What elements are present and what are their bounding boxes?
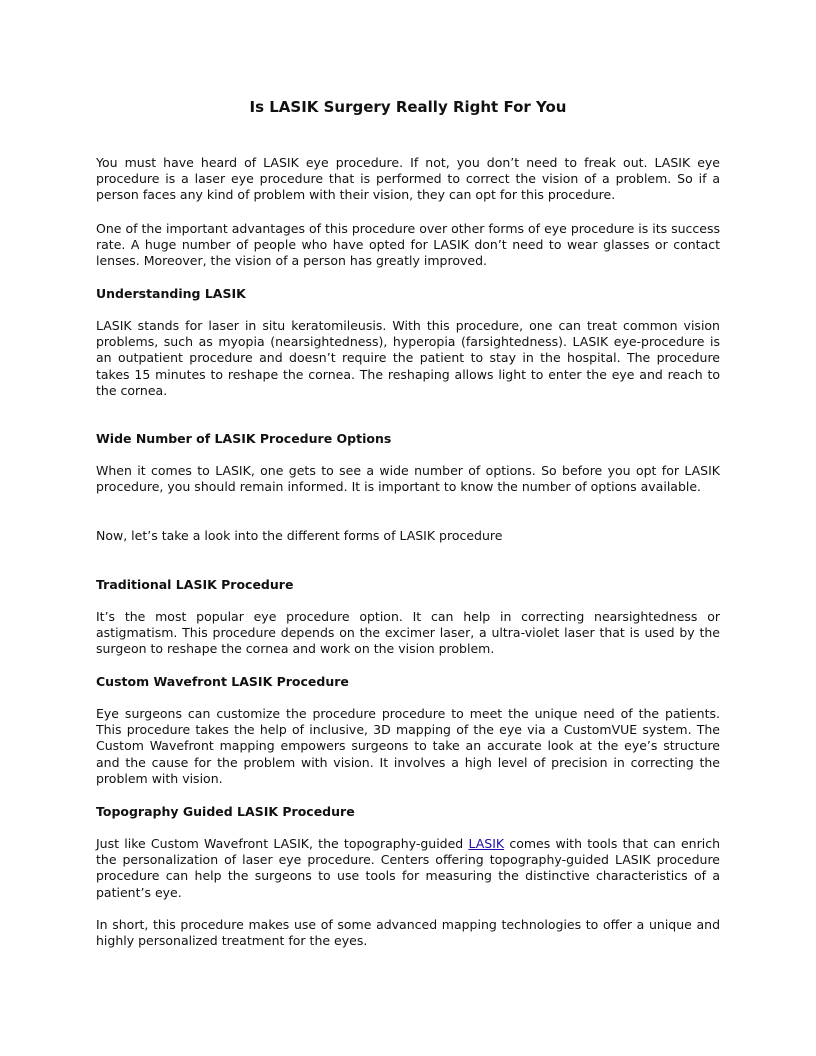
options-paragraph-1: When it comes to LASIK, one gets to see a wide number of options. So before you opt for LASIK procedure, you should remain informed. It is important to know the number of options available.	[96, 463, 720, 495]
options-paragraph-2: Now, let’s take a look into the different forms of LASIK procedure	[96, 528, 503, 543]
lasik-link[interactable]: LASIK	[468, 836, 505, 851]
wavefront-paragraph: Eye surgeons can customize the procedure procedure to meet the unique need of the patients. This procedure takes the help of inclusive, 3D mapping of the eye via a CustomVUE system. The Custom Wavefront mapping empowers surgeons to take an accurate look at the eye’s structure and the cause for the problem with vision. It involves a high level of precision in correcting the problem with vision.	[96, 706, 720, 786]
intro-paragraph-1: You must have heard of LASIK eye procedure. If not, you don’t need to freak out. LASIK eye procedure is a laser eye procedure that is performed to correct the vision of a problem. So if a person faces any kind of problem with their vision, they can opt for this procedure.	[96, 155, 720, 203]
section-heading-wavefront: Custom Wavefront LASIK Procedure	[96, 674, 349, 689]
section-heading-topography: Topography Guided LASIK Procedure	[96, 804, 355, 819]
page-title: Is LASIK Surgery Really Right For You	[249, 98, 567, 116]
traditional-paragraph: It’s the most popular eye procedure option. It can help in correcting nearsightedness or astigmatism. This procedure depends on the excimer laser, a ultra-violet laser that is used by the surgeon to reshape the cornea and work on the vision problem.	[96, 609, 720, 657]
topography-text-after-link: comes with tools that can enrich the personalization of laser eye procedure. Centers offering topography-guided LASIK procedure procedure can help the surgeons to use tools for measuring the distinctive characteristics of a patient’s eye.	[96, 836, 720, 900]
section-heading-options: Wide Number of LASIK Procedure Options	[96, 431, 392, 446]
topography-text-before-link: Just like Custom Wavefront LASIK, the topography-guided	[96, 836, 469, 851]
intro-paragraph-2: One of the important advantages of this procedure over other forms of eye procedure is its success rate. A huge number of people who have opted for LASIK don’t need to wear glasses or contact lenses. Moreover, the vision of a person has greatly improved.	[96, 221, 720, 269]
topography-paragraph-2: In short, this procedure makes use of some advanced mapping technologies to offer a unique and highly personalized treatment for the eyes.	[96, 917, 720, 949]
topography-paragraph-1	[96, 836, 720, 901]
section-heading-traditional: Traditional LASIK Procedure	[96, 577, 294, 592]
section-heading-understanding: Understanding LASIK	[96, 286, 246, 301]
understanding-paragraph: LASIK stands for laser in situ keratomileusis. With this procedure, one can treat common vision problems, such as myopia (nearsightedness), hyperopia (farsightedness). LASIK eye-procedure is an outpatient procedure and doesn’t require the patient to stay in the hospital. The procedure takes 15 minutes to reshape the cornea. The reshaping allows light to enter the eye and reach to the cornea.	[96, 318, 720, 398]
